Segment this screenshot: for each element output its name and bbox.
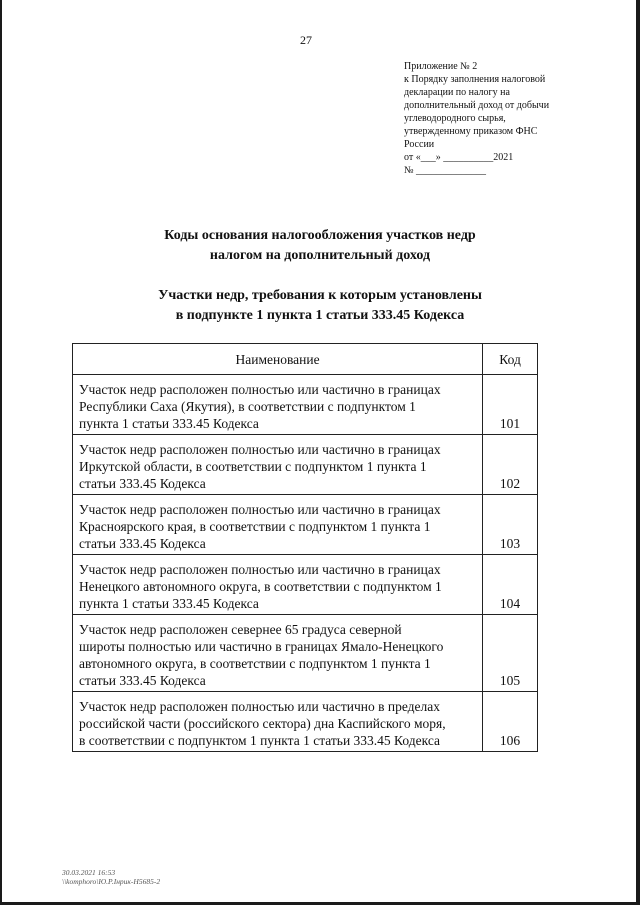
appendix-line: России <box>404 139 435 150</box>
row-text-line: пункта 1 статьи 333.45 Кодекса <box>79 416 259 431</box>
row-name-cell <box>73 615 483 692</box>
scan-edge-right <box>636 0 640 905</box>
appendix-line: углеводородного сырья, <box>404 113 506 124</box>
row-name-cell <box>73 375 483 435</box>
scan-footer <box>62 868 160 886</box>
document-title-line: Коды основания налогообложения участков недр <box>164 228 476 243</box>
row-text-line: пункта 1 статьи 333.45 Кодекса <box>79 596 259 611</box>
row-text-line: Участок недр расположен полностью или частично в границах <box>79 442 441 457</box>
header-name: Наименование <box>73 344 483 375</box>
table-row <box>73 692 538 752</box>
header-code: Код <box>483 344 538 375</box>
appendix-number-line: № ______________ <box>404 165 487 176</box>
appendix-line: декларации по налогу на <box>404 87 510 98</box>
row-code-cell: 106 <box>483 692 538 752</box>
row-text-line: Участок недр расположен полностью или частично в границах <box>79 502 441 517</box>
table-row <box>73 615 538 692</box>
document-title <box>60 226 580 266</box>
table-row <box>73 495 538 555</box>
row-code-cell: 103 <box>483 495 538 555</box>
row-text-line: в соответствии с подпунктом 1 пункта 1 статьи 333.45 Кодекса <box>79 733 440 748</box>
row-text-line: Иркутской области, в соответствии с подпунктом 1 пункта 1 <box>79 459 427 474</box>
section-subtitle-line: Участки недр, требования к которым установлены <box>158 288 482 303</box>
document-title-line: налогом на дополнительный доход <box>209 248 431 263</box>
row-text-line: Участок недр расположен севернее 65 градуса северной <box>79 622 402 637</box>
appendix-line: к Порядку заполнения налоговой <box>404 74 546 85</box>
table-row <box>73 555 538 615</box>
appendix-line: дополнительный доход от добычи <box>404 100 550 111</box>
page-number: 27 <box>300 33 312 47</box>
scan-edge-left <box>0 0 2 905</box>
row-text-line: статьи 333.45 Кодекса <box>79 476 206 491</box>
row-text-line: автономного округа, в соответствии с подпунктом 1 пункта 1 <box>79 656 431 671</box>
row-code-cell: 101 <box>483 375 538 435</box>
row-text-line: Участок недр расположен полностью или частично в пределах <box>79 699 441 714</box>
footer-timestamp: 30.03.2021 16:53 <box>62 868 116 877</box>
section-subtitle-line: в подпункте 1 пункта 1 статьи 333.45 Кодекса <box>175 308 465 323</box>
row-text-line: Участок недр расположен полностью или частично в границах <box>79 382 441 397</box>
row-text-line: Республики Саха (Якутия), в соответствии с подпунктом 1 <box>79 399 416 414</box>
row-text-line: Красноярского края, в соответствии с подпунктом 1 пункта 1 <box>79 519 431 534</box>
appendix-block <box>404 60 579 177</box>
row-code-cell: 102 <box>483 435 538 495</box>
row-code-cell: 105 <box>483 615 538 692</box>
row-text-line: Ненецкого автономного округа, в соответствии с подпунктом 1 <box>79 579 442 594</box>
appendix-date-line: от «___» __________2021 <box>404 152 514 163</box>
footer-file-path: \\komphoro\Ю.Р.Iнрик-Н5685-2 <box>62 877 161 886</box>
row-text-line: статьи 333.45 Кодекса <box>79 673 206 688</box>
row-text-line: российской части (российского сектора) дна Каспийского моря, <box>79 716 446 731</box>
row-code-cell: 104 <box>483 555 538 615</box>
row-text-line: Участок недр расположен полностью или частично в границах <box>79 562 441 577</box>
row-name-cell <box>73 435 483 495</box>
codes-table <box>72 343 538 752</box>
section-subtitle <box>60 286 580 326</box>
table-row <box>73 375 538 435</box>
row-text-line: широты полностью или частично в границах Ямало-Ненецкого <box>79 639 444 654</box>
table-header-row <box>73 344 538 375</box>
table-row <box>73 435 538 495</box>
row-text-line: статьи 333.45 Кодекса <box>79 536 206 551</box>
row-name-cell <box>73 495 483 555</box>
appendix-line: утвержденному приказом ФНС <box>404 126 538 137</box>
appendix-line: Приложение № 2 <box>404 61 478 72</box>
row-name-cell <box>73 555 483 615</box>
row-name-cell <box>73 692 483 752</box>
